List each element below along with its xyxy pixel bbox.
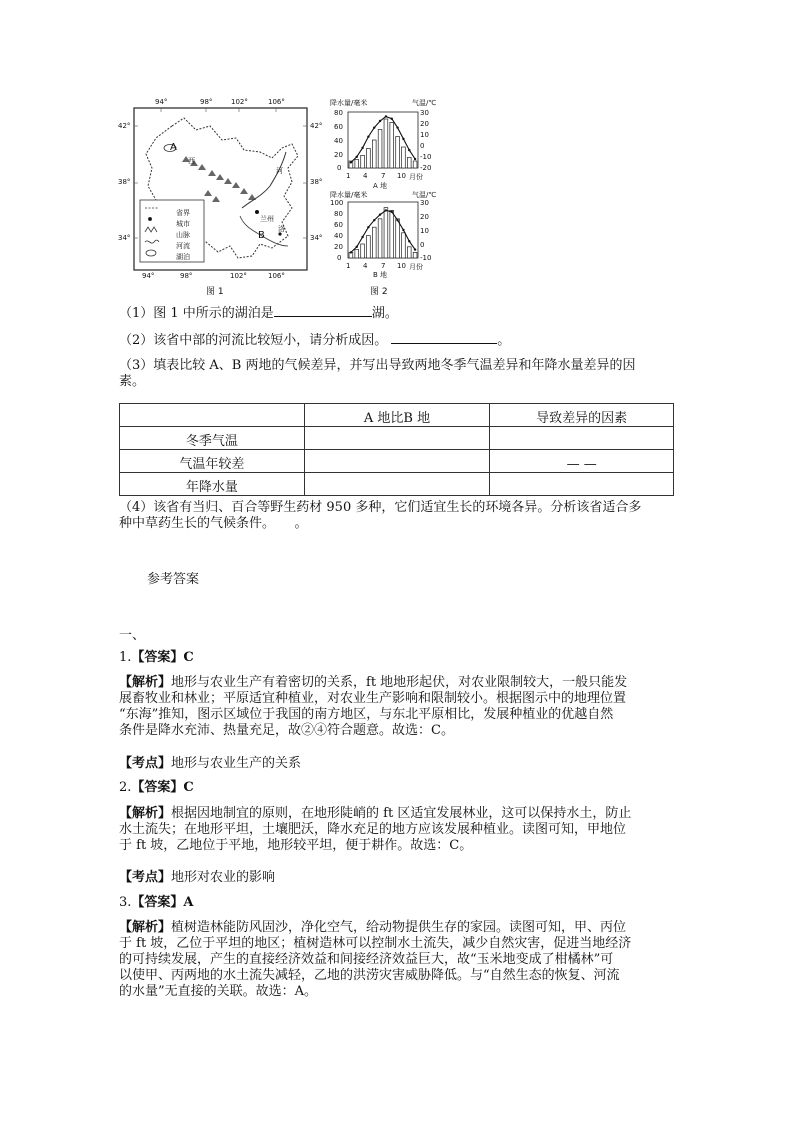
chart-b-x-1: 1 (346, 262, 351, 270)
analysis-tag: 【解析】 (119, 806, 172, 821)
question-1 (119, 304, 398, 322)
map-bottom-lon-4: 106° (268, 272, 285, 280)
question-4-line-2: 种中草药生长的气候条件。 。 (119, 516, 308, 531)
analysis-text: 植树造林能防风固沙，净化空气，给动物提供生存的家园。读图可知，甲、丙位 (171, 920, 627, 935)
chart-b-temp-point (367, 226, 369, 228)
chart-b-yleft-6: 0 (337, 254, 342, 262)
chart-a-x-month: 月份 (409, 173, 423, 181)
chart-b-yright-1: 30 (420, 199, 429, 207)
chart-b-title-left: 降水量/毫米 (330, 191, 368, 199)
chart-a-temp-point (396, 126, 398, 128)
comparison-table (119, 403, 674, 496)
chart-b-caption: B 地 (373, 271, 388, 279)
map-label-xi: 西 (188, 157, 195, 165)
chart-a-caption: A 地 (373, 182, 388, 190)
chart-a-precip-bar (378, 130, 382, 169)
answers-heading: 参考答案 (147, 572, 200, 587)
chart-b-yleft-1: 100 (330, 199, 344, 207)
chart-a-yright-6: -20 (420, 164, 432, 172)
chart-a-temp-point (385, 115, 387, 117)
chart-b-yleft-2: 80 (334, 210, 343, 218)
question-2 (119, 331, 510, 349)
map-bottom-lon-2: 98° (180, 272, 193, 280)
map-top-lon-1: 94° (155, 98, 168, 106)
analysis-line (119, 920, 675, 936)
chart-a-precip-bar (361, 155, 365, 168)
table-dash-cell: — — (490, 450, 674, 473)
chart-b-temp-point (356, 246, 358, 248)
answer-1-analysis (119, 675, 675, 739)
figure-1-map (112, 96, 322, 296)
chart-a-temp-point (379, 120, 381, 122)
chart-a-yright-2: 20 (420, 120, 429, 128)
chart-a-precip-bar (355, 160, 359, 168)
chart-a-precip-bar (367, 148, 371, 168)
answer-2-key (119, 780, 194, 796)
chart-b-precip-bar (402, 233, 406, 258)
legend-mountain: 山脉 (176, 231, 190, 239)
chart-b-yleft-3: 60 (334, 221, 343, 229)
chart-a-temp-point (356, 156, 358, 158)
map-top-lon-4: 106° (268, 98, 285, 106)
analysis-line (119, 806, 675, 822)
chart-b-yleft-5: 20 (334, 243, 343, 251)
question-3-line-1: （3）填表比较 A、B 两地的气候差异，并写出导致两地冬季气温差异和年降水量差异的因 (119, 358, 636, 373)
chart-a-yright-5: -10 (420, 153, 432, 161)
map-left-lat-1: 42° (118, 122, 131, 130)
map-label-a: A (170, 142, 177, 153)
analysis-line: “东海”推知，图示区域位于我国的南方地区，与东北平原相比，发展种植业的优越自然 (119, 707, 614, 722)
map-left-lat-2: 38° (118, 178, 131, 186)
chart-b-precip-bar (407, 247, 411, 258)
figure-1-caption: 图 1 (206, 287, 224, 297)
chart-b-x-10: 10 (397, 262, 406, 270)
analysis-line: 的可持续发展，产生的直接经济效益和间接经济效益巨大，故“玉米地变成了柑橘林”可 (119, 952, 614, 967)
topic-tag: 【考点】 (119, 870, 172, 885)
table-row (120, 450, 674, 473)
chart-a-x-4: 4 (363, 172, 368, 180)
chart-b-precip-bar (396, 219, 400, 258)
chart-a-precip-bar (384, 119, 388, 168)
chart-a-title-right: 气温/℃ (412, 99, 437, 107)
answer-1-topic (119, 756, 301, 772)
map-label-city2: 洛 (278, 225, 285, 233)
analysis-text: 地形与农业生产有着密切的关系，ft 地地形起伏，对农业限制较大，一般只能发 (171, 675, 628, 690)
chart-b-yleft-4: 40 (334, 232, 343, 240)
analysis-line: 以使甲、丙两地的水土流失减轻，乙地的洪涝灾害威胁降低。与“自然生态的恢复、河流 (119, 968, 620, 983)
chart-b-x-7: 7 (381, 262, 386, 270)
analysis-line: 于 ft 坡，乙地位于平地，地形较平坦，便于耕作。故选：C。 (119, 838, 473, 853)
chart-b-precip-bar (384, 208, 388, 258)
chart-b-precip-bar (372, 227, 376, 258)
chart-a-yleft-1: 80 (334, 109, 343, 117)
chart-b-yright-2: 20 (420, 213, 429, 221)
question-1-suffix: 湖。 (371, 306, 398, 321)
chart-a-precip-bar (390, 123, 394, 169)
chart-a-precip-bar (402, 147, 406, 168)
chart-b-yright-3: 10 (420, 227, 429, 235)
table-row (120, 473, 674, 496)
chart-a-temp-point (350, 161, 352, 163)
chart-b-temp-point (414, 248, 416, 250)
answer-1-num: 1. (119, 650, 132, 665)
chart-a-x-7: 7 (381, 172, 386, 180)
table-answer-cell[interactable] (490, 427, 674, 450)
chart-b-temp-point (373, 219, 375, 221)
chart-b-precip-bar (355, 250, 359, 258)
answers-section-number: 一、 (119, 628, 146, 643)
table-header-cell: A 地比B 地 (304, 404, 490, 427)
question-2-blank[interactable] (391, 331, 497, 344)
analysis-line: 条件是降水充沛、热量充足，故②④符合题意。故选：C。 (119, 723, 454, 738)
chart-b-temp-point (350, 251, 352, 253)
chart-a-yleft-5: 0 (337, 164, 342, 172)
answer-3-value: 【答案】A (131, 895, 194, 910)
chart-b-temp-point (385, 209, 387, 211)
table-row-label: 年降水量 (120, 473, 305, 496)
map-label-b: B (258, 230, 265, 241)
legend-province-border: 省界 (176, 209, 190, 217)
chart-a-x-1: 1 (346, 172, 351, 180)
map-left-lat-3: 34° (118, 234, 131, 242)
answer-1-key (119, 650, 194, 666)
climate-chart-a (320, 98, 445, 190)
chart-a-precip-bar (413, 161, 417, 168)
chart-a-temp-point (408, 149, 410, 151)
analysis-line: 展畜牧业和林业；平原适宜种植业，对农业生产影响和限制较小。根据图示中的地理位置 (119, 691, 627, 706)
chart-a-temp-point (367, 135, 369, 137)
analysis-text: 根据因地制宜的原则，在地形陡峭的 ft 区适宜发展林业，这可以保持水土，防止 (171, 806, 632, 821)
chart-a-x-10: 10 (397, 172, 406, 180)
answer-3-num: 3. (119, 895, 132, 910)
chart-a-temp-point (402, 138, 404, 140)
question-3-line-2: 素。 (119, 374, 146, 389)
chart-b-x-month: 月份 (409, 263, 423, 271)
table-header-row (120, 404, 674, 427)
answer-2-num: 2. (119, 780, 132, 795)
table-answer-cell[interactable] (304, 473, 490, 496)
chart-b-temp-point (391, 211, 393, 213)
chart-a-temp-point (373, 126, 375, 128)
answer-2-topic (119, 870, 275, 886)
chart-a-yleft-4: 20 (334, 151, 343, 159)
chart-a-precip-bar (372, 140, 376, 168)
map-top-lon-2: 98° (200, 98, 213, 106)
analysis-line: 于 ft 坡，乙位于平坦的地区；植树造林可以控制水土流失，减少自然灾害，促进当地经济 (119, 936, 632, 951)
chart-b-temp-point (396, 219, 398, 221)
chart-a-yright-3: 10 (420, 131, 429, 139)
table-row-label: 气温年较差 (120, 450, 305, 473)
chart-a-precip-bar (396, 137, 400, 169)
topic-tag: 【考点】 (119, 756, 172, 771)
analysis-line: 的水量”无直接的关联。故选：A。 (119, 984, 318, 999)
legend-lake: 湖泊 (176, 253, 190, 261)
question-2-text: （2）该省中部的河流比较短小，请分析成因。 (119, 333, 388, 348)
table-answer-cell[interactable] (490, 473, 674, 496)
map-bottom-lon-3: 102° (230, 272, 247, 280)
chart-a-precip-bar (407, 158, 411, 169)
chart-b-precip-bar (390, 210, 394, 258)
answer-2-value: 【答案】C (131, 780, 194, 795)
analysis-line (119, 675, 675, 691)
chart-a-temp-point (361, 147, 363, 149)
map-label-river: 河 (276, 167, 283, 175)
chart-b-yright-5: -10 (420, 254, 432, 262)
table-answer-cell[interactable] (304, 450, 490, 473)
table-answer-cell[interactable] (304, 427, 490, 450)
answer-3-key (119, 895, 194, 911)
legend-river: 河流 (176, 242, 190, 250)
chart-a-yright-4: 0 (420, 142, 425, 150)
map-right-lat-1: 42° (310, 122, 323, 130)
map-label-lanzhou: 兰州 (260, 215, 274, 223)
analysis-tag: 【解析】 (119, 920, 172, 935)
table-header-cell: 导致差异的因素 (490, 404, 674, 427)
chart-b-precip-bar (367, 236, 371, 258)
chart-a-temp-point (391, 118, 393, 120)
map-right-lat-3: 34° (310, 234, 323, 242)
analysis-tag: 【解析】 (119, 675, 172, 690)
map-right-lat-2: 38° (310, 178, 323, 186)
climate-chart-b (320, 190, 445, 280)
table-header-cell (120, 404, 305, 427)
chart-b-precip-bar (413, 252, 417, 258)
chart-b-temp-point (361, 236, 363, 238)
question-1-blank[interactable] (274, 304, 372, 317)
chart-b-temp-point (408, 240, 410, 242)
table-row-label: 冬季气温 (120, 427, 305, 450)
chart-a-title-left: 降水量/毫米 (330, 99, 368, 107)
chart-b-temp-point (402, 229, 404, 231)
analysis-line: 水土流失；在地形平坦，土壤肥沃，降水充足的地方应该发展种植业。读图可知，甲地位 (119, 822, 627, 837)
map-bottom-lon-1: 94° (142, 272, 155, 280)
question-2-suffix: 。 (497, 333, 511, 348)
chart-a-yleft-3: 40 (334, 137, 343, 145)
chart-b-temp-point (379, 213, 381, 215)
chart-b-x-4: 4 (363, 262, 368, 270)
table-row (120, 427, 674, 450)
answer-3-analysis (119, 920, 675, 1000)
topic-text: 地形对农业的影响 (171, 870, 276, 885)
chart-a-yleft-2: 60 (334, 123, 343, 131)
answer-2-analysis (119, 806, 675, 854)
answer-1-value: 【答案】C (131, 650, 194, 665)
chart-b-yright-4: 0 (420, 241, 425, 249)
map-top-lon-3: 102° (231, 98, 248, 106)
topic-text: 地形与农业生产的关系 (171, 756, 302, 771)
chart-b-precip-bar (378, 219, 382, 258)
legend-city: 城市 (176, 220, 190, 228)
chart-a-temp-point (414, 158, 416, 160)
question-4-line-1: （4）该省有当归、百合等野生药材 950 多种，它们适宜生长的环境各异。分析该省适合多 (119, 500, 642, 515)
chart-b-precip-bar (361, 244, 365, 258)
chart-a-yright-1: 30 (420, 109, 429, 117)
chart-b-title-right: 气温/℃ (412, 191, 437, 199)
figure-2-caption: 图 2 (370, 287, 388, 297)
question-1-text: （1）图 1 中所示的湖泊是 (119, 306, 274, 321)
